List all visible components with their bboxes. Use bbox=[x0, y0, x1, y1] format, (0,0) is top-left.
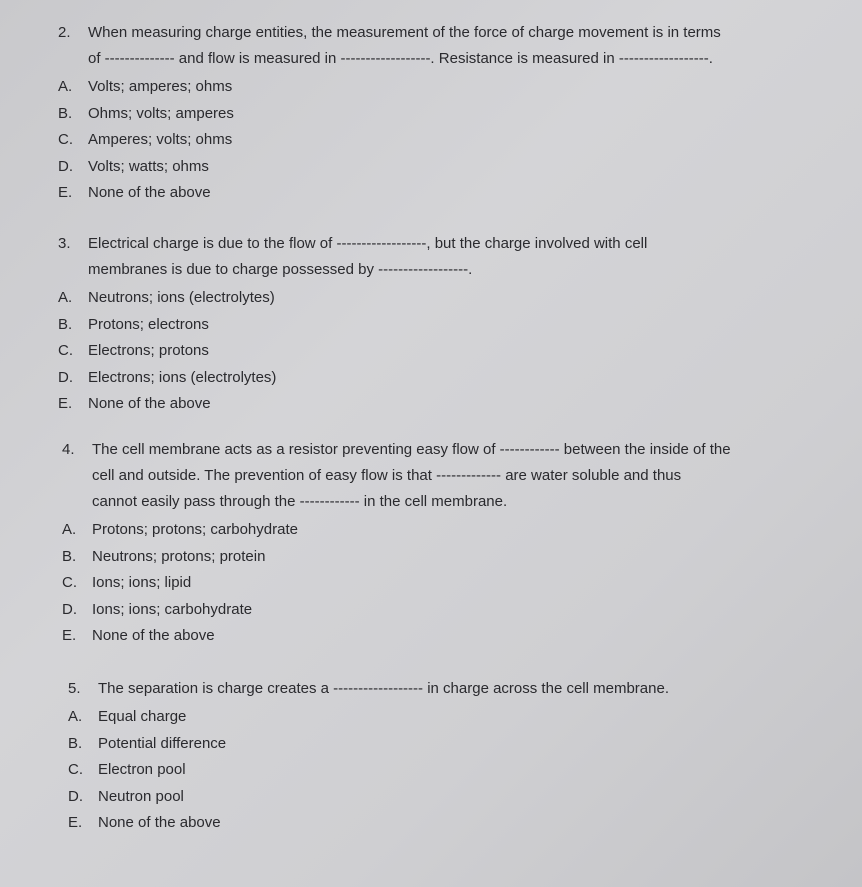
option-text: Ohms; volts; amperes bbox=[88, 104, 234, 122]
option-letter: D. bbox=[58, 368, 73, 386]
option-text: Ions; ions; carbohydrate bbox=[92, 600, 253, 618]
option-text: Volts; watts; ohms bbox=[88, 157, 209, 175]
question-number: 5. bbox=[68, 680, 81, 697]
option-letter: C. bbox=[62, 574, 77, 591]
question-text: The separation is charge creates a ------------------ in charge across the cell membrane. bbox=[98, 680, 669, 697]
option-text: Volts; amperes; ohms bbox=[88, 78, 233, 95]
option-letter: A. bbox=[68, 708, 83, 725]
answer-option-b[interactable] bbox=[58, 312, 647, 339]
answer-option-d[interactable] bbox=[62, 597, 731, 624]
option-letter: D. bbox=[68, 787, 83, 805]
answer-option-b[interactable] bbox=[68, 731, 669, 758]
option-letter: D. bbox=[62, 600, 77, 618]
option-text: Neutron pool bbox=[98, 787, 184, 805]
option-letter: E. bbox=[62, 627, 77, 644]
option-text: Amperes; volts; ohms bbox=[88, 131, 233, 148]
answer-option-e[interactable] bbox=[68, 810, 669, 837]
question-stem-line bbox=[58, 231, 647, 257]
answer-option-a[interactable] bbox=[68, 704, 669, 731]
option-letter: B. bbox=[68, 734, 83, 752]
option-letter: B. bbox=[58, 315, 73, 333]
answer-option-e[interactable] bbox=[58, 180, 721, 207]
option-letter: A. bbox=[62, 521, 77, 538]
answer-options bbox=[58, 74, 721, 207]
option-letter: B. bbox=[62, 547, 77, 565]
answer-option-b[interactable] bbox=[58, 101, 721, 128]
question-number: 3. bbox=[58, 235, 71, 252]
question-stem-line bbox=[62, 437, 731, 463]
option-letter: A. bbox=[58, 289, 73, 306]
answer-option-c[interactable] bbox=[68, 757, 669, 784]
option-letter: E. bbox=[68, 814, 83, 831]
option-letter: E. bbox=[58, 395, 73, 412]
answer-option-e[interactable] bbox=[58, 391, 647, 418]
question-4 bbox=[62, 437, 731, 650]
question-text: When measuring charge entities, the measurement of the force of charge movement is in terms bbox=[88, 24, 721, 41]
question-5 bbox=[68, 676, 669, 837]
question-2 bbox=[58, 20, 721, 207]
question-text: cell and outside. The prevention of easy flow is that ------------- are water soluble and thus bbox=[92, 467, 682, 484]
answer-option-a[interactable] bbox=[58, 74, 721, 101]
answer-options bbox=[68, 704, 669, 837]
question-text: Electrical charge is due to the flow of ------------------, but the charge involved with cell bbox=[88, 235, 648, 252]
question-3 bbox=[58, 231, 647, 418]
answer-option-c[interactable] bbox=[62, 570, 731, 597]
option-text: Protons; electrons bbox=[88, 315, 209, 333]
option-letter: D. bbox=[58, 157, 73, 175]
answer-option-a[interactable] bbox=[62, 517, 731, 544]
question-stem-line bbox=[58, 257, 647, 283]
option-text: Equal charge bbox=[98, 708, 187, 725]
answer-option-c[interactable] bbox=[58, 127, 721, 154]
option-text: Electron pool bbox=[98, 761, 186, 778]
option-text: Electrons; protons bbox=[88, 342, 209, 359]
option-letter: B. bbox=[58, 104, 73, 122]
option-text: None of the above bbox=[98, 814, 221, 831]
answer-options bbox=[58, 285, 647, 418]
question-text: The cell membrane acts as a resistor preventing easy flow of ------------ between the inside of the bbox=[92, 441, 731, 458]
question-number: 2. bbox=[58, 24, 71, 41]
option-text: Protons; protons; carbohydrate bbox=[92, 521, 298, 538]
option-text: Neutrons; ions (electrolytes) bbox=[88, 289, 275, 306]
answer-option-d[interactable] bbox=[68, 784, 669, 811]
question-stem-line bbox=[58, 20, 721, 46]
option-letter: A. bbox=[58, 78, 73, 95]
option-letter: E. bbox=[58, 184, 73, 201]
answer-options bbox=[62, 517, 731, 650]
question-text: of -------------- and flow is measured in ------------------. Resistance is measured in ------------------. bbox=[88, 50, 713, 67]
answer-option-b[interactable] bbox=[62, 544, 731, 571]
option-letter: C. bbox=[58, 131, 73, 148]
question-stem-line bbox=[68, 676, 669, 702]
question-stem-line bbox=[62, 463, 731, 489]
answer-option-c[interactable] bbox=[58, 338, 647, 365]
question-text: cannot easily pass through the ------------ in the cell membrane. bbox=[92, 493, 508, 510]
option-text: None of the above bbox=[92, 627, 215, 644]
option-text: None of the above bbox=[88, 184, 211, 201]
option-letter: C. bbox=[58, 342, 73, 359]
question-text: membranes is due to charge possessed by ------------------. bbox=[88, 261, 473, 278]
answer-option-e[interactable] bbox=[62, 623, 731, 650]
option-text: Ions; ions; lipid bbox=[92, 574, 192, 591]
option-text: None of the above bbox=[88, 395, 211, 412]
answer-option-d[interactable] bbox=[58, 154, 721, 181]
answer-option-d[interactable] bbox=[58, 365, 647, 392]
question-stem-line bbox=[58, 46, 721, 72]
question-number: 4. bbox=[62, 441, 75, 458]
option-letter: C. bbox=[68, 761, 83, 778]
option-text: Neutrons; protons; protein bbox=[92, 547, 266, 565]
option-text: Electrons; ions (electrolytes) bbox=[88, 368, 277, 386]
option-text: Potential difference bbox=[98, 734, 227, 752]
question-stem-line bbox=[62, 489, 731, 515]
answer-option-a[interactable] bbox=[58, 285, 647, 312]
